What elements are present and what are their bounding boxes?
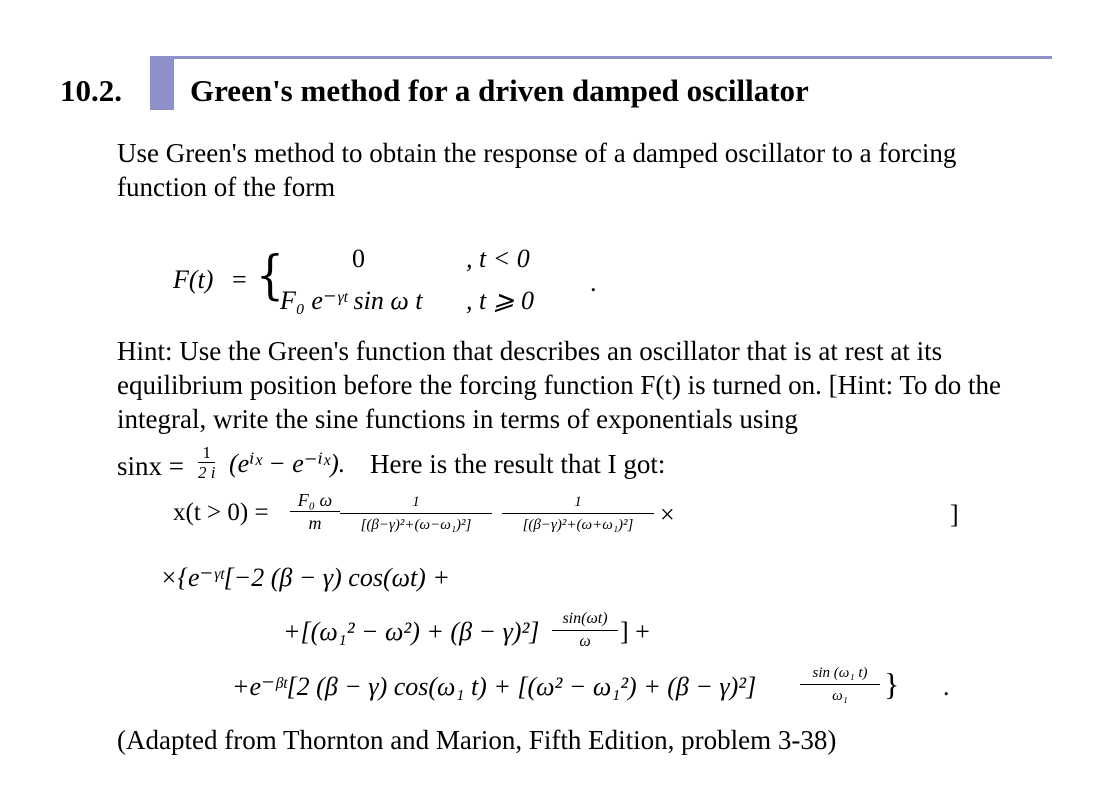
section-title: Green's method for a driven damped oscillator	[190, 73, 809, 108]
result-times: ×	[660, 500, 675, 529]
result-close-bracket: ]	[950, 500, 959, 529]
forcing-case2-value: F₀ e⁻ᵞᵗ sin ω t	[280, 286, 423, 315]
result-f2-denominator: [(β−γ)²+(ω−ω₁)²]	[340, 513, 492, 536]
forcing-brace: {	[256, 244, 284, 307]
result-f1-denominator: m	[290, 511, 340, 534]
result-line-3a: +[(ω₁² − ω²) + (β − γ)²]	[283, 617, 540, 646]
sine-rhs: (eⁱˣ − e⁻ⁱˣ).	[229, 449, 346, 478]
header-rule	[172, 56, 1052, 59]
result-line-4a: +e⁻ᵝᵗ[2 (β − γ) cos(ω₁ t) + [(ω² − ω₁²) + (β − γ)²]	[232, 672, 757, 701]
result-line-3b: ] +	[620, 617, 650, 646]
source-citation: (Adapted from Thornton and Marion, Fifth Edition, problem 3-38)	[117, 725, 837, 755]
result-line-4-denominator: ω₁	[800, 684, 880, 707]
sine-tail: Here is the result that I got:	[370, 449, 666, 479]
result-line-3-denominator: ω	[552, 630, 618, 653]
forcing-case1-value: 0	[352, 244, 365, 273]
forcing-case2-condition: , t ⩾ 0	[466, 286, 535, 315]
forcing-period: .	[590, 268, 597, 297]
result-line-3-fraction	[552, 608, 618, 653]
result-f3-numerator: 1	[574, 494, 582, 510]
forcing-case1-condition: , t < 0	[466, 244, 530, 273]
result-line-4-fraction	[800, 662, 880, 707]
result-period: .	[943, 672, 950, 701]
hint-paragraph: Hint: Use the Green's function that describes an oscillator that is at rest at its equilibrium position before the forcing function F(t) is turned on. [Hint: To do the integral, write the sine functions in terms of exponentials using	[117, 336, 1001, 434]
section-number: 10.2.	[60, 73, 122, 108]
result-fraction-2	[340, 491, 492, 536]
result-f2-numerator: 1	[412, 494, 420, 510]
result-line-2: ×{e⁻ᵞᵗ[−2 (β − γ) cos(ωt) +	[160, 563, 450, 592]
result-f3-denominator: [(β−γ)²+(ω+ω₁)²]	[502, 513, 654, 536]
forcing-lhs: F(t)	[173, 265, 214, 294]
result-lhs: x(t > 0) =	[173, 499, 269, 526]
result-line-4-numerator: sin (ω₁ t)	[812, 665, 868, 681]
result-fraction-3	[502, 491, 654, 536]
sine-lhs: sinx =	[117, 451, 184, 481]
sine-fraction	[198, 443, 215, 482]
sine-fraction-numerator: 1	[202, 443, 211, 462]
result-f1-numerator: F₀ ω	[297, 490, 333, 510]
result-line-4b: }	[884, 666, 900, 702]
intro-paragraph: Use Green's method to obtain the response of a damped oscillator to a forcing function of the form	[117, 138, 957, 202]
forcing-equals: =	[232, 265, 247, 294]
result-line-3-numerator: sin(ωt)	[562, 610, 608, 627]
result-fraction-1	[290, 489, 340, 534]
section-accent-bar	[150, 56, 174, 110]
sine-fraction-denominator: 2 i	[198, 463, 216, 482]
